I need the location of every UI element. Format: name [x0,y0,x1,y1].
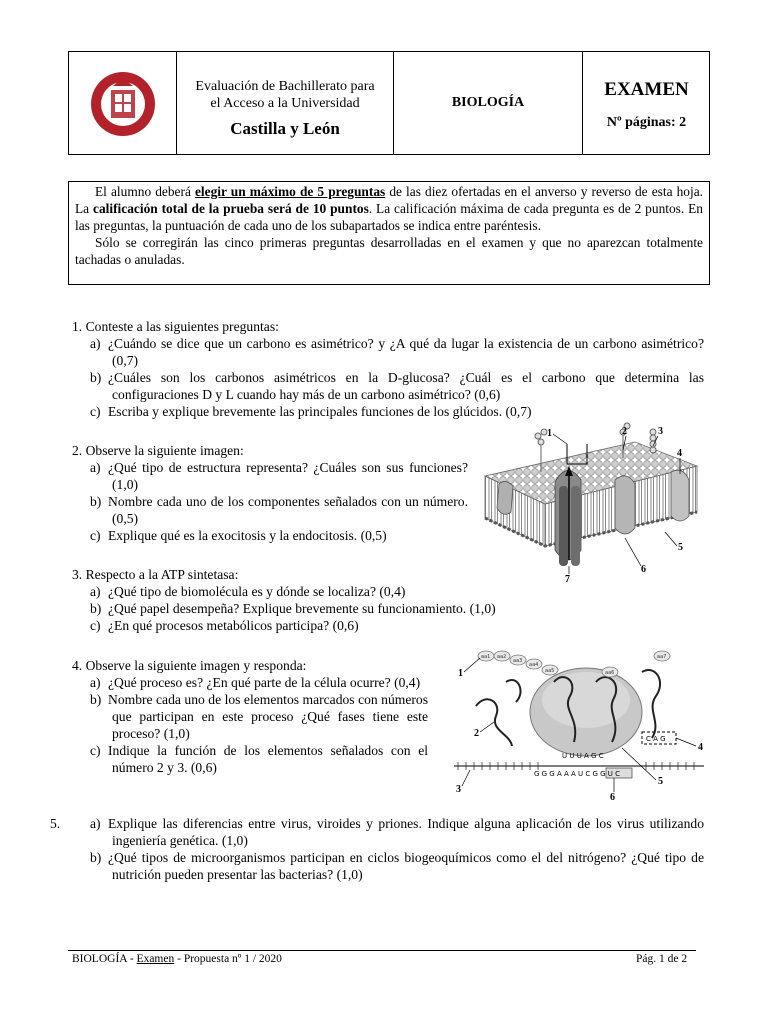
exam-cell [583,52,710,154]
question-4-head: 4. Observe la siguiente imagen y responda: [72,658,307,673]
label-b: b) [90,601,102,616]
question-5b-text: ¿Qué tipos de microorganismos participan en ciclos biogeoquímicos como el del nitrógeno? ¿Qué tipo de nutrición pueden presentar las bacterias? (1,0) [108,850,704,882]
question-2c-text: Explique qué es la exocitosis y la endocitosis. (0,5) [108,528,387,543]
footer-subject: BIOLOGÍA [72,953,127,965]
subject-cell [394,52,583,154]
membrane-label-1: 1 [547,428,552,439]
footer-divider [68,950,696,951]
translation-label-2: 2 [474,728,479,739]
cell-membrane-figure [475,420,707,590]
instr-emph-total: calificación total de la prueba será de 10 puntos [93,201,369,216]
question-3b-text: ¿Qué papel desempeña? Explique brevemente su funcionamiento. (1,0) [108,601,496,616]
translation-figure [446,642,708,804]
question-2-head: 2. Observe la siguiente imagen: [72,443,244,458]
label-a: a) [90,816,101,831]
question-1b [72,369,704,403]
question-5b [72,849,704,883]
exam-title: EXAMEN [604,79,689,100]
question-3b [72,600,692,617]
question-3-head-text: 3. Respecto a la ATP sintetasa: [72,567,239,582]
footer-left [72,953,282,965]
question-3-head [72,566,692,583]
institution-line2: el Acceso a la Universidad [210,96,360,111]
footer-page-number: Pág. 1 de 2 [636,953,688,965]
instr-emph-max: elegir un máximo de 5 preguntas [194,184,386,199]
mrna-sequence: G G G A A A U C G G U C [534,770,620,778]
question-5a-text: Explique las diferencias entre virus, viroides y priones. Indique alguna aplicación de los virus utilizando ingeniería genética. (1,0) [108,816,704,848]
question-1a [72,335,704,369]
page-count: Nº páginas: 2 [606,115,687,130]
instr-text-a: El alumno deberá [95,184,195,199]
question-2b-text: Nombre cada uno de los componentes señalados con un número. (0,5) [108,494,468,526]
question-1 [72,318,704,420]
membrane-label-5: 5 [678,542,683,553]
question-3a [72,583,692,600]
membrane-label-2: 2 [622,426,627,437]
question-3 [72,566,692,634]
question-1c [72,403,704,420]
question-3c [72,617,692,634]
question-2a-text: ¿Qué tipo de estructura representa? ¿Cuáles son sus funciones? (1,0) [108,460,468,492]
aa-label-2: aa2 [497,654,507,660]
question-4b [72,691,428,742]
institution-line1: Evaluación de Bachillerato para [195,79,375,94]
question-1c-text: Escriba y explique brevemente las principales funciones de los glúcidos. (0,7) [108,404,532,419]
label-b: b) [90,370,102,385]
question-4c-text: Indique la función de los elementos señalados con el número 2 y 3. (0,6) [108,743,428,775]
instructions-paragraph-2: Sólo se corregirán las cinco primeras preguntas desarrolladas en el examen y que no aparezcan totalmente tachadas o anuladas. [75,235,703,267]
label-c: c) [90,528,101,543]
aa-label-5: aa5 [545,668,555,674]
label-a: a) [90,584,101,599]
aa-label-3: aa3 [513,658,523,664]
label-a: a) [90,460,101,475]
translation-label-4: 4 [698,742,703,753]
aa-label-7: aa7 [657,654,667,660]
header-table [68,51,710,155]
aa-label-1: aa1 [481,654,491,660]
question-1-head: 1. Conteste a las siguientes preguntas: [72,319,279,334]
codon-box: C A G [646,735,666,743]
label-a: a) [90,336,101,351]
membrane-label-7: 7 [565,574,570,585]
label-c: c) [90,404,101,419]
question-4a-text: ¿Qué proceso es? ¿En qué parte de la célula ocurre? (0,4) [108,675,421,690]
label-b: b) [90,850,102,865]
footer-exam: Examen [136,953,175,965]
question-2b [72,493,468,527]
footer-separator: - [126,953,137,965]
membrane-label-4: 4 [677,448,682,459]
question-5 [50,815,704,883]
question-3c-text: ¿En qué procesos metabólicos participa? (0,6) [108,618,359,633]
label-c: c) [90,618,101,633]
label-b: b) [90,494,102,509]
question-4a [72,674,428,691]
question-2 [72,442,468,544]
question-2a [72,459,468,493]
question-4c [72,742,428,776]
translation-label-5: 5 [658,776,663,787]
footer-proposal: - Propuesta nº 1 / 2020 [174,953,282,965]
trna-anticodons: U U U A G C [562,752,604,760]
institution-cell [177,52,394,154]
translation-label-3: 3 [456,784,461,795]
university-seal-logo [69,52,177,156]
institution-text [177,78,393,112]
question-1b-text: ¿Cuáles son los carbonos asimétricos en la D-glucosa? ¿Cuál es el carbono que determina las configuraciones D y L cuando hay más de un carbono asimétrico? (0,6) [108,370,704,402]
question-3a-text: ¿Qué tipo de biomolécula es y dónde se localiza? (0,4) [108,584,406,599]
aa-label-4: aa4 [529,662,539,668]
instructions-paragraph-1 [75,183,703,234]
instr-text-c: de las diez ofertadas en el anverso y reverso de esta hoja. La [75,184,703,216]
question-4 [72,657,428,776]
membrane-label-6: 6 [641,564,646,575]
label-b: b) [90,692,102,707]
question-1a-text: ¿Cuándo se dice que un carbono es asimétrico? y ¿A qué da lugar la existencia de un carbono asimétrico? (0,7) [108,336,704,368]
instructions-box [68,181,710,285]
instr-text-e: . La calificación máxima de cada pregunta es de 2 puntos. En las preguntas, la puntuación de cada uno de los subapartados se indica entre paréntesis. [75,201,703,233]
aa-label-6: aa6 [605,670,615,676]
membrane-label-3: 3 [658,426,663,437]
label-c: c) [90,743,101,758]
question-4b-text: Nombre cada uno de los elementos marcados con números que participan en este proceso ¿Qué fases tiene este proceso? (1,0) [108,692,428,741]
subject-title: BIOLOGÍA [451,95,525,110]
translation-label-1: 1 [458,668,463,679]
question-2c [72,527,468,544]
logo-cell [69,52,177,154]
region-title: Castilla y León [230,119,340,138]
question-5a: 5. a) Explique las diferencias entre virus, viroides y priones. Indique alguna aplicación de los virus utilizando ingeniería genética. (1,0) [50,816,704,848]
translation-label-6: 6 [610,792,615,803]
label-a: a) [90,675,101,690]
